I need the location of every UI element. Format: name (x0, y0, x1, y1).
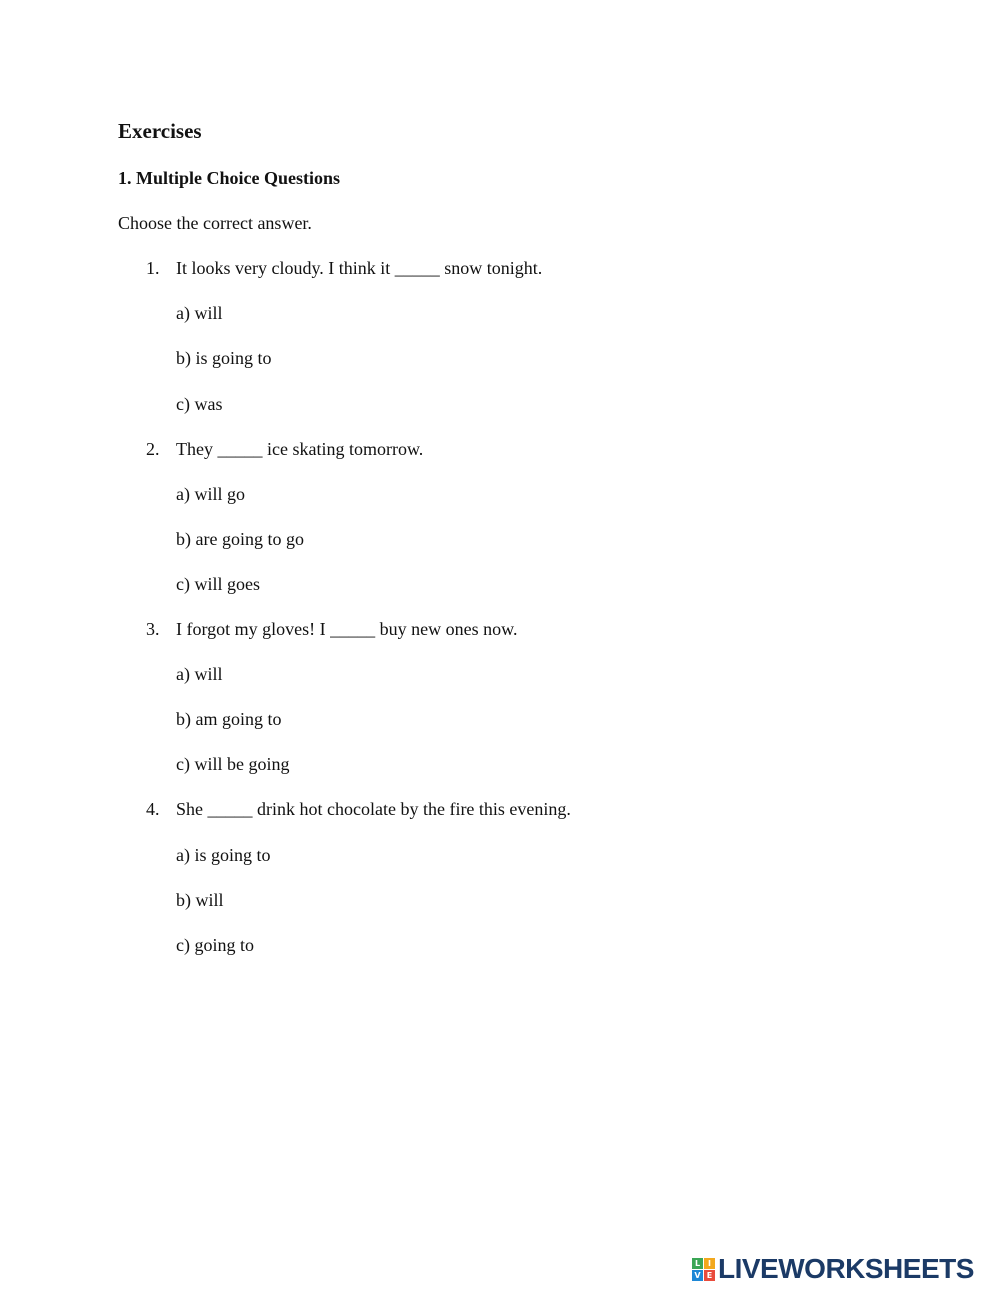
logo-mark-cell: L (692, 1258, 703, 1269)
question-number: 1. (146, 258, 160, 278)
question-text: She _____ drink hot chocolate by the fire this evening. (176, 799, 571, 819)
answer-option[interactable]: a) is going to (176, 845, 271, 865)
question-number: 3. (146, 619, 160, 639)
instruction-text: Choose the correct answer. (118, 213, 312, 233)
question-number: 4. (146, 799, 160, 819)
logo-mark-icon (692, 1258, 715, 1281)
answer-option[interactable]: a) will (176, 664, 223, 684)
question-text: They _____ ice skating tomorrow. (176, 439, 424, 459)
page-heading: Exercises (118, 119, 202, 143)
answer-option[interactable]: a) will go (176, 484, 245, 504)
answer-option[interactable]: c) will goes (176, 574, 260, 594)
answer-option[interactable]: c) was (176, 394, 223, 414)
liveworksheets-logo (692, 1254, 974, 1284)
answer-option[interactable]: b) are going to go (176, 529, 304, 549)
answer-option[interactable]: b) is going to (176, 348, 272, 368)
question-number: 2. (146, 439, 160, 459)
section-title: 1. Multiple Choice Questions (118, 168, 341, 188)
logo-mark-cell: I (704, 1258, 715, 1269)
answer-option[interactable]: c) will be going (176, 754, 290, 774)
logo-mark-cell: E (704, 1270, 715, 1281)
answer-option[interactable]: a) will (176, 303, 223, 323)
question-text: I forgot my gloves! I _____ buy new ones now. (176, 619, 518, 639)
logo-mark-cell: V (692, 1270, 703, 1281)
question-text: It looks very cloudy. I think it _____ snow tonight. (176, 258, 543, 278)
answer-option[interactable]: c) going to (176, 935, 254, 955)
answer-option[interactable]: b) am going to (176, 709, 282, 729)
answer-option[interactable]: b) will (176, 890, 224, 910)
logo-text: LIVEWORKSHEETS (718, 1253, 974, 1284)
